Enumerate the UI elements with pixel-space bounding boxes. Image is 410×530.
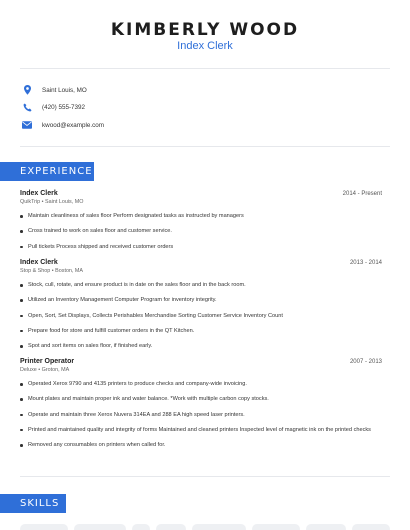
job-bullet: Operate and maintain three Xerox Nuvera 314EA and 288 EA high speed laser printers. xyxy=(20,411,382,419)
contact-email[interactable] xyxy=(20,118,104,132)
map-pin-icon xyxy=(20,83,34,97)
job-bullet: Pull tickets Process shipped and received customer orders xyxy=(20,243,382,251)
job-bullet: Mount plates and maintain proper ink and water balance. *Work with multiple carbon copy stocks. xyxy=(20,395,382,403)
skill-pill xyxy=(352,524,390,530)
experience-divider xyxy=(20,476,390,477)
job-title: Index Clerk xyxy=(20,259,58,266)
phone-icon xyxy=(20,100,34,114)
job-dates: 2013 - 2014 xyxy=(349,260,382,266)
job-bullet: Stock, cull, rotate, and ensure product is in date on the sales floor and in the back room. xyxy=(20,281,382,289)
job-entry-1 xyxy=(20,190,382,258)
job-company: Stop & Shop • Boston, MA xyxy=(20,268,84,274)
skill-pill xyxy=(132,524,150,530)
skill-pill xyxy=(306,524,346,530)
contact-divider xyxy=(20,146,390,147)
location-text: Saint Louis, MO xyxy=(42,86,87,94)
job-company: Deluxe • Groton, MA xyxy=(20,367,70,373)
skill-pill xyxy=(156,524,186,530)
skill-pill xyxy=(74,524,126,530)
job-company: QuikTrip • Saint Louis, MO xyxy=(20,199,84,205)
job-dates: 2007 - 2013 xyxy=(349,359,382,365)
skill-pill xyxy=(20,524,68,530)
skill-pill xyxy=(252,524,300,530)
candidate-title: Index Clerk xyxy=(177,40,233,52)
job-bullet: Prepare food for store and fulfill customer orders in the QT Kitchen. xyxy=(20,327,382,335)
header-divider xyxy=(20,68,390,69)
job-bullet: Maintain cleanliness of sales floor Perform designated tasks as instructed by managers xyxy=(20,212,382,220)
job-bullet: Open, Sort, Set Displays, Collects Perishables Merchandise Sorting Customer Service Inventory Count xyxy=(20,312,382,320)
job-entry-2 xyxy=(20,259,382,357)
job-bullet: Cross trained to work on sales floor and customer service. xyxy=(20,227,382,235)
job-title: Index Clerk xyxy=(20,190,58,197)
job-bullet: Printed and maintained quality and integrity of forms Maintained and cleaned printers Inspected level of magnetic ink on the printed checks xyxy=(20,426,382,434)
job-bullet: Spot and sort items on sales floor, if finished early. xyxy=(20,342,382,350)
job-entry-3 xyxy=(20,358,382,456)
job-dates: 2014 - Present xyxy=(342,191,382,197)
job-bullet: Utilized an Inventory Management Computer Program for inventory integrity. xyxy=(20,296,382,304)
job-bullet: Operated Xerox 9790 and 4135 printers to produce checks and company-wide invoicing. xyxy=(20,380,382,388)
job-title: Printer Operator xyxy=(20,358,75,365)
candidate-name: KIMBERLY WOOD xyxy=(110,20,300,40)
skills-heading: SKILLS xyxy=(0,494,66,513)
skill-pill xyxy=(192,524,246,530)
phone-text: (420) 555-7392 xyxy=(42,103,86,111)
job-bullet: Removed any consumables on printers when called for. xyxy=(20,441,382,449)
experience-heading: EXPERIENCE xyxy=(0,162,94,181)
email-link[interactable]: kwood@example.com xyxy=(42,121,105,129)
contact-phone xyxy=(20,100,85,114)
contact-location xyxy=(20,83,87,97)
envelope-icon xyxy=(20,118,34,132)
